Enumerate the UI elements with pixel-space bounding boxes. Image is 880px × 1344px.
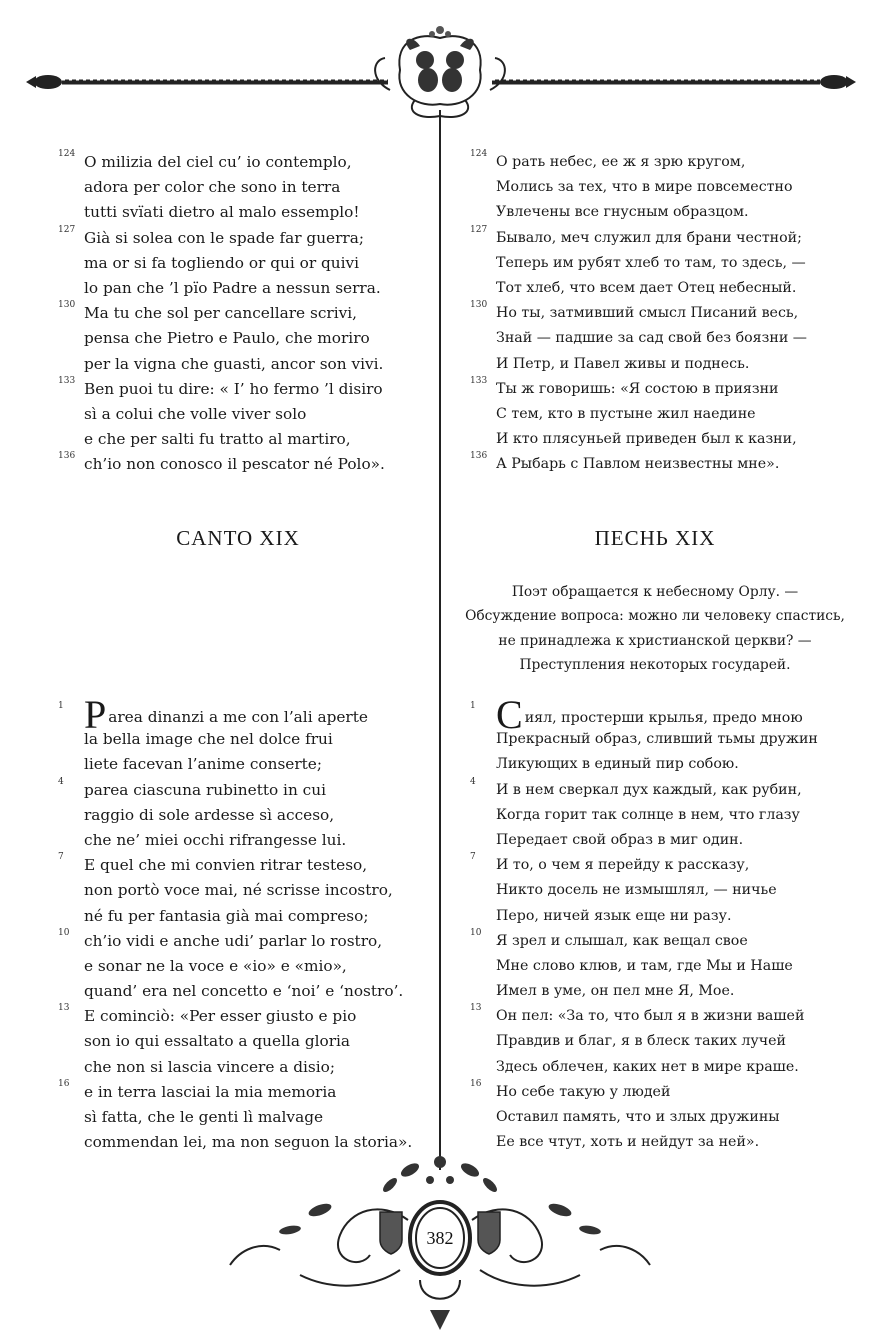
center-divider <box>438 110 442 1170</box>
verse-line: e sonar ne la voce e «io» e «mio», <box>84 956 347 975</box>
stanza <box>58 853 418 929</box>
stanza <box>58 226 418 302</box>
line-number: 130 <box>58 300 76 311</box>
stanza <box>58 452 418 477</box>
line-number: 1 <box>58 701 64 711</box>
line-number: 133 <box>58 375 76 386</box>
verse-line: ma or si fa togliendo or qui or quivi <box>84 253 360 272</box>
stanza <box>58 778 418 854</box>
verse-line: Знай — падшие за сад свой без боязни — <box>496 330 807 347</box>
argument-line: не принадлежа к христианской церкви? — <box>498 632 812 649</box>
verse-line: Здесь облечен, каких нет в мире краше. <box>496 1058 799 1075</box>
line-number: 10 <box>470 927 482 938</box>
verse-line: 124 O milizia del ciel cu’ io contemplo, <box>58 149 352 171</box>
line-number: 133 <box>470 375 488 386</box>
verse-line: Тот хлеб, что всем дает Отец небесный. <box>496 279 797 296</box>
line-number: 4 <box>58 776 64 787</box>
stanza <box>470 301 840 377</box>
drop-cap: P <box>84 692 107 737</box>
italian-upper-verses <box>58 150 418 477</box>
stanza <box>470 692 840 778</box>
verse-line: Никто досель не измышлял, — ничье <box>496 882 777 899</box>
verse-line: 10 ch’io vidi e anche udi’ parlar lo rostro, <box>58 927 383 950</box>
argument-line: Обсуждение вопроса: можно ли человеку спастись, <box>465 608 845 625</box>
line-number: 136 <box>58 451 76 462</box>
verse-line: 1 P area dinanzi a me con l’ali aperte <box>58 692 368 737</box>
line-number: 124 <box>470 149 488 159</box>
verse-line: che ne’ miei occhi rifrangesse lui. <box>84 830 347 849</box>
stanza <box>470 929 840 1005</box>
verse-line: 13 Он пел: «За то, что был я в жизни вашей <box>470 1003 805 1025</box>
stanza <box>58 1004 418 1080</box>
verse-line: raggio di sole ardesse sì acceso, <box>84 805 335 824</box>
canto-title-russian: ПЕСНЬ XIX <box>594 526 716 550</box>
verse-line: 124 О рать небес, ее ж я зрю кругом, <box>470 149 746 170</box>
line-number: 16 <box>58 1078 70 1089</box>
line-number: 7 <box>58 852 64 863</box>
verse-line: lo pan che ’l pïo Padre a nessun serra. <box>84 278 381 297</box>
verse-line: Молись за тех, что в мире повсеместно <box>496 179 793 196</box>
verse-line: И кто плясуньей приведен был к казни, <box>496 431 797 448</box>
stanza <box>470 150 840 226</box>
line-number: 127 <box>470 224 488 235</box>
verse-line: Правдив и благ, я в блеск таких лучей <box>496 1033 786 1050</box>
page-number: 382 <box>426 1228 454 1248</box>
verse-line: 133 Ты ж говоришь: «Я состою в приязни <box>470 375 779 397</box>
verse-line: Увлечены все гнусным образцом. <box>496 204 749 221</box>
stanza <box>58 377 418 453</box>
line-number: 1 <box>470 701 476 711</box>
verse-line: Мне слово клюв, и там, где Мы и Наше <box>496 957 793 974</box>
verse-line: 136 А Рыбарь с Павлом неизвестны мне». <box>470 451 780 473</box>
verse-line: 130 Ma tu che sol per cancellare scrivi, <box>58 300 357 323</box>
canto-argument <box>455 580 855 677</box>
verse-line: né fu per fantasia già mai compreso; <box>84 906 369 925</box>
line-number: 4 <box>470 776 476 787</box>
russian-upper-verses <box>470 150 840 477</box>
verse-line: sì a colui che volle viver solo <box>84 404 307 423</box>
verse-line: Прекрасный образ, сливший тьмы дружин <box>496 731 818 748</box>
stanza <box>58 692 418 778</box>
verse-line: e che per salti fu tratto al martiro, <box>84 430 351 449</box>
verse-line: Имел в уме, он пел мне Я, Мое. <box>496 983 735 1000</box>
verse-line: 16 e in terra lasciai la mia memoria <box>58 1078 337 1101</box>
verse-line: С тем, кто в пустыне жил наедине <box>496 405 756 422</box>
verse-line: che non si lascia vincere a disio; <box>84 1057 336 1076</box>
verse-line: 10 Я зрел и слышал, как вещал свое <box>470 927 748 949</box>
verse-line: 13 E cominciò: «Per esser giusto e pio <box>58 1003 357 1026</box>
verse-line: 4 И в нем сверкал дух каждый, как рубин, <box>470 776 802 798</box>
stanza <box>58 150 418 226</box>
stanza <box>470 377 840 453</box>
argument-line: Поэт обращается к небесному Орлу. — <box>511 584 799 600</box>
russian-lower-verses <box>470 692 840 1155</box>
drop-cap: С <box>496 692 523 737</box>
verse-line: quand’ era nel concetto e ‘noi’ e ‘nostro’. <box>84 982 404 1001</box>
verse-line: non portò voce mai, né scrisse incostro, <box>84 881 393 900</box>
italian-lower-verses <box>58 692 418 1155</box>
verse-line: Передает свой образ в миг один. <box>496 831 744 848</box>
argument-line: Преступления некоторых государей. <box>519 656 791 673</box>
verse-line: И Петр, и Павел живы и поднесь. <box>496 355 750 372</box>
verse-line: 16 Но себе такую у людей <box>470 1078 671 1100</box>
stanza <box>470 853 840 929</box>
verse-line: per la vigna che guasti, ancor son vivi. <box>84 354 384 373</box>
verse-line: 127 Бывало, меч служил для брани честной; <box>470 224 802 246</box>
stanza <box>58 301 418 377</box>
verse-line: adora per color che sono in terra <box>84 178 341 197</box>
verse-line: Оставил память, что и злых дружины <box>496 1109 780 1125</box>
line-number: 127 <box>58 224 76 235</box>
line-number: 124 <box>58 149 76 159</box>
line-number: 136 <box>470 451 488 462</box>
verse-line: pensa che Pietro e Paulo, che moriro <box>84 329 370 348</box>
verse-line: 127 Già si solea con le spade far guerra; <box>58 224 365 247</box>
verse-line: Теперь им рубят хлеб то там, то здесь, — <box>496 254 806 271</box>
verse-line: 1 С иял, простерши крылья, предо мною <box>470 692 803 737</box>
stanza <box>470 226 840 302</box>
stanza <box>470 452 840 477</box>
verse-line: tutti svïati dietro al malo essemplo! <box>84 203 360 222</box>
line-number: 16 <box>470 1078 482 1089</box>
verse-line: Ее все чтут, хоть и нейдут за ней». <box>496 1134 760 1151</box>
verse-line: 136 ch’io non conosco il pescator né Polo». <box>58 451 385 474</box>
verse-line: Перо, ничей язык еще ни разу. <box>496 907 732 924</box>
verse-line: Когда горит так солнце в нем, что глазу <box>496 806 800 823</box>
verse-line: 7 И то, о чем я перейду к рассказу, <box>470 852 750 874</box>
verse-line: 7 E quel che mi convien ritrar testeso, <box>58 852 368 875</box>
verse-line: Ликующих в единый пир собою. <box>496 756 739 773</box>
verse-line: son io qui essaltato a quella gloria <box>84 1032 351 1051</box>
line-number: 13 <box>58 1003 70 1014</box>
stanza <box>58 929 418 1005</box>
canto-title-italian: CANTO XIX <box>176 526 300 550</box>
verse-line: 130 Но ты, затмивший смысл Писаний весь, <box>470 300 799 322</box>
verse-line: la bella image che nel dolce frui <box>84 730 333 749</box>
line-number: 7 <box>470 852 476 863</box>
verse-line: commendan lei, ma non seguon la storia». <box>84 1133 413 1152</box>
stanza <box>470 778 840 854</box>
verse-line: 4 parea ciascuna rubinetto in cui <box>58 776 326 799</box>
verse-line: liete facevan l’anime conserte; <box>84 755 323 774</box>
verse-line: sì fatta, che le genti lì malvage <box>84 1108 324 1126</box>
verse-line: 133 Ben puoi tu dire: « I’ ho fermo ’l disiro <box>58 375 383 398</box>
stanza <box>470 1004 840 1080</box>
line-number: 130 <box>470 300 488 311</box>
line-number: 13 <box>470 1003 482 1014</box>
line-number: 10 <box>58 927 70 938</box>
